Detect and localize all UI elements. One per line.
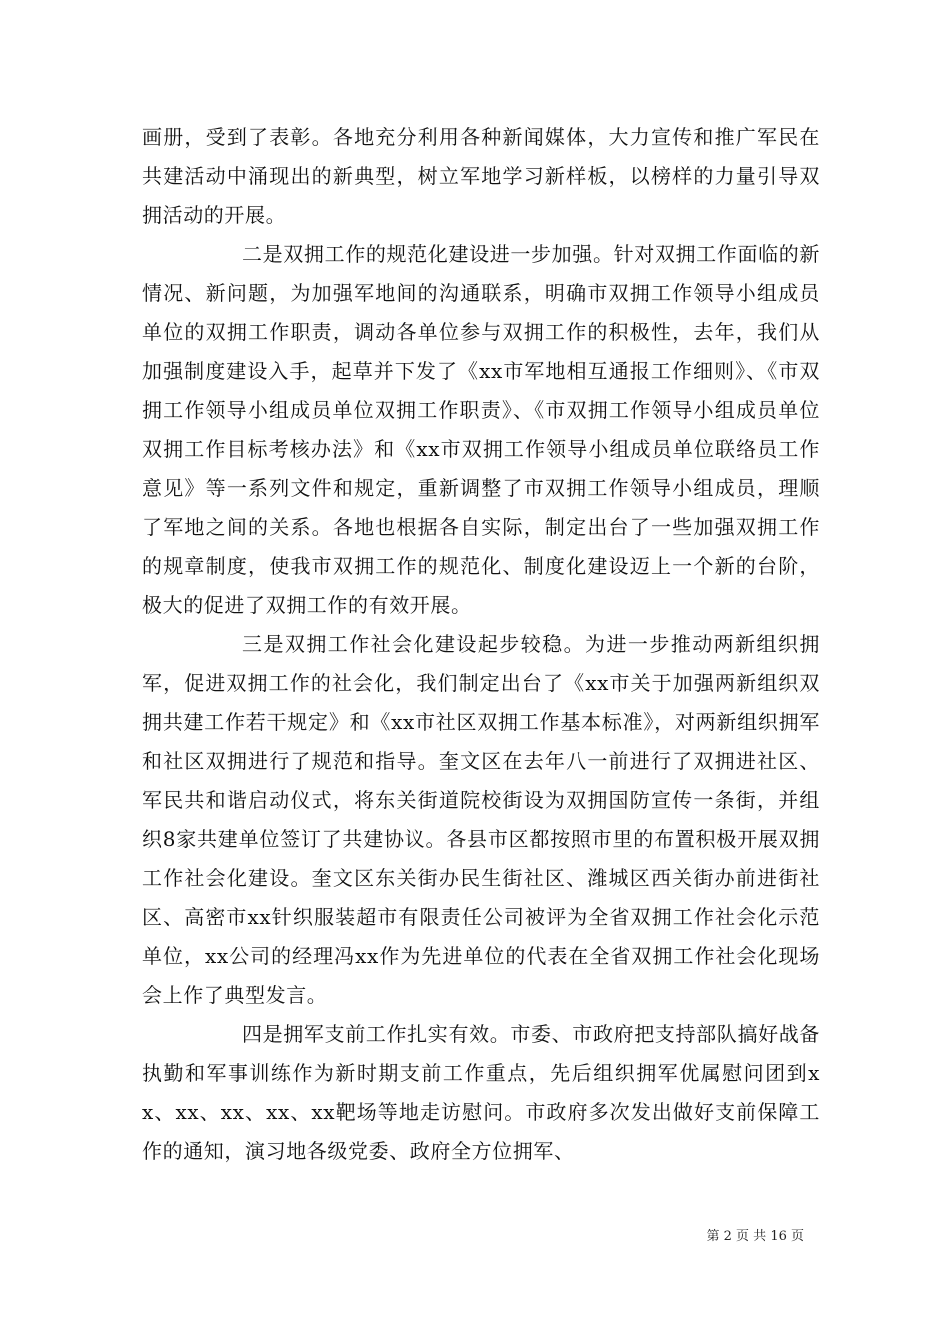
paragraph-continuation: 画册，受到了表彰。各地充分利用各种新闻媒体，大力宣传和推广军民在共建活动中涌现出的新典型，树立军地学习新样板，以榜样的力量引导双拥活动的开展。 — [142, 125, 820, 227]
paragraph-standardization: 二是双拥工作的规范化建设进一步加强。针对双拥工作面临的新情况、新问题，为加强军地间的沟通联系，明确市双拥工作领导小组成员单位的双拥工作职责，调动各单位参与双拥工作的积极性，去年，我们从加强制度建设入手，起草并下发了《xx市军地相互通报工作细则》、《市双拥工作领导小组成员单位双拥工作职责》、《市双拥工作领导小组成员单位双拥工作目标考核办法》和《xx市双拥工作领导小组成员单位联络员工作意见》等一系列文件和规定，重新调整了市双拥工作领导小组成员，理顺了军地之间的关系。各地也根据各自实际，制定出台了一些加强双拥工作的规章制度，使我市双拥工作的规范化、制度化建设迈上一个新的台阶，极大的促进了双拥工作的有效开展。 — [142, 242, 820, 617]
paragraph-socialization: 三是双拥工作社会化建设起步较稳。为进一步推动两新组织拥军，促进双拥工作的社会化，我们制定出台了《xx市关于加强两新组织双拥共建工作若干规定》和《xx市社区双拥工作基本标准》，对两新组织拥军和社区双拥进行了规范和指导。奎文区在去年八一前进行了双拥进社区、军民共和谐启动仪式，将东关街道院校街设为双拥国防宣传一条街，并组织8家共建单位签订了共建协议。各县市区都按照市里的布置积极开展双拥工作社会化建设。奎文区东关街办民生街社区、潍城区西关街办前进街社区、高密市xx针织服装超市有限责任公司被评为全省双拥工作社会化示范单位，xx公司的经理冯xx作为先进单位的代表在全省双拥工作社会化现场会上作了典型发言。 — [142, 632, 820, 1007]
page-number-footer: 第 2 页 共 16 页 — [706, 1229, 804, 1244]
paragraph-frontline-support: 四是拥军支前工作扎实有效。市委、市政府把支持部队搞好战备执勤和军事训练作为新时期支前工作重点，先后组织拥军优属慰问团到xx、xx、xx、xx、xx靶场等地走访慰问。市政府多次发出做好支前保障工作的通知，演习地各级党委、政府全方位拥军、 — [142, 1022, 820, 1163]
document-body — [142, 118, 820, 1171]
